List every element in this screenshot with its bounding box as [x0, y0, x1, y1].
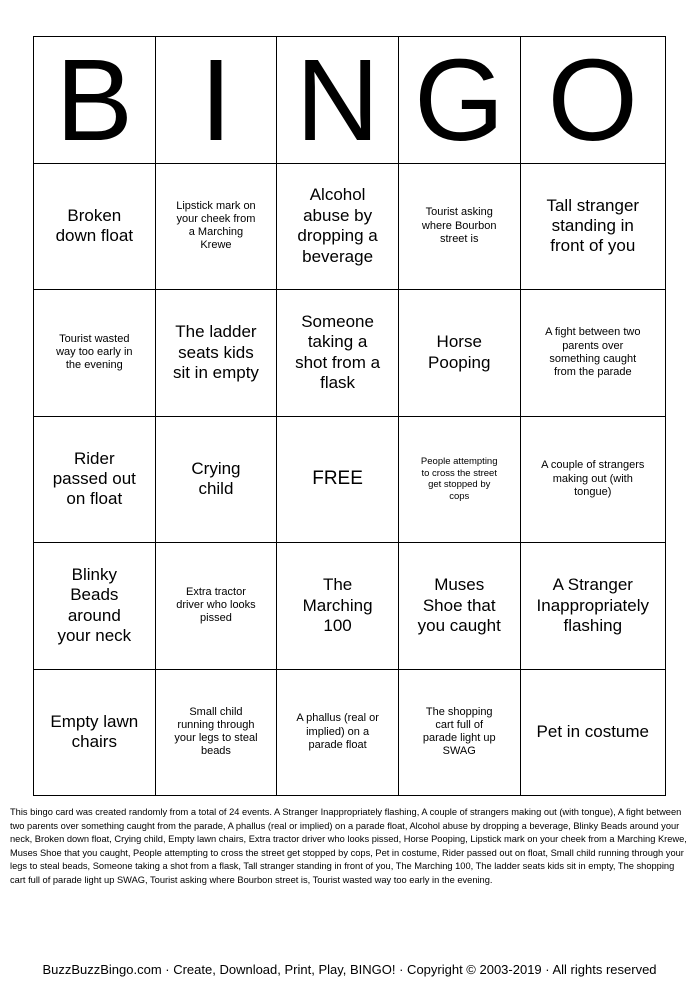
header-letter-n: N	[277, 37, 399, 164]
bingo-cell: Horse Pooping	[399, 290, 521, 417]
bingo-cell: Empty lawn chairs	[34, 670, 156, 797]
header-letter-g: G	[399, 37, 521, 164]
header-letter-b: B	[34, 37, 156, 164]
bingo-cell: Someone taking a shot from a flask	[277, 290, 399, 417]
bingo-cell: Muses Shoe that you caught	[399, 543, 521, 670]
free-space: FREE	[277, 417, 399, 544]
bingo-cell: Tourist wasted way too early in the evening	[34, 290, 156, 417]
bingo-cell: Tall stranger standing in front of you	[521, 164, 666, 291]
card-description: This bingo card was created randomly from a total of 24 events. A Stranger Inappropriately flashing, A couple of strangers making out (with tongue), A fight between two parents over something caught from the parade, A phallus (real or implied) on a parade float, Alcohol abuse by dropping a beverage, Blinky Beads around your neck, Broken down float, Crying child, Empty lawn chairs, Extra tractor driver who looks pissed, Horse Pooping, Lipstick mark on your cheek from a Marching Krewe, Muses Shoe that you caught, People attempting to cross the street get stopped by cops, Pet in costume, Rider passed out on float, Small child running through your legs to steal beads, Someone taking a shot from a flask, Tall stranger standing in front of you, The Marching 100, The ladder seats kids sit in empty, The shopping cart full of parade light up SWAG, Tourist asking where Bourbon street is, Tourist wasted way too early in the evening.	[10, 807, 687, 885]
header-letter-i: I	[156, 37, 278, 164]
bingo-cell: Broken down float	[34, 164, 156, 291]
bingo-cell: Tourist asking where Bourbon street is	[399, 164, 521, 291]
bingo-cell: Blinky Beads around your neck	[34, 543, 156, 670]
bingo-cell: Small child running through your legs to steal beads	[156, 670, 278, 797]
bingo-cell: A Stranger Inappropriately flashing	[521, 543, 666, 670]
bingo-cell: Extra tractor driver who looks pissed	[156, 543, 278, 670]
bingo-cell: A fight between two parents over something caught from the parade	[521, 290, 666, 417]
bingo-cell: Lipstick mark on your cheek from a Marching Krewe	[156, 164, 278, 291]
bingo-cell: Alcohol abuse by dropping a beverage	[277, 164, 399, 291]
bingo-card	[33, 36, 666, 796]
footer-copyright: BuzzBuzzBingo.com · Create, Download, Print, Play, BINGO! · Copyright © 2003-2019 · All rights reserved	[42, 962, 657, 977]
bingo-cell: The shopping cart full of parade light up SWAG	[399, 670, 521, 797]
bingo-cell: Rider passed out on float	[34, 417, 156, 544]
bingo-cell: The Marching 100	[277, 543, 399, 670]
bingo-cell: People attempting to cross the street get stopped by cops	[399, 417, 521, 544]
bingo-cell: Crying child	[156, 417, 278, 544]
header-letter-o: O	[521, 37, 666, 164]
bingo-cell: A couple of strangers making out (with tongue)	[521, 417, 666, 544]
bingo-cell: Pet in costume	[521, 670, 666, 797]
bingo-cell: The ladder seats kids sit in empty	[156, 290, 278, 417]
bingo-cell: A phallus (real or implied) on a parade float	[277, 670, 399, 797]
